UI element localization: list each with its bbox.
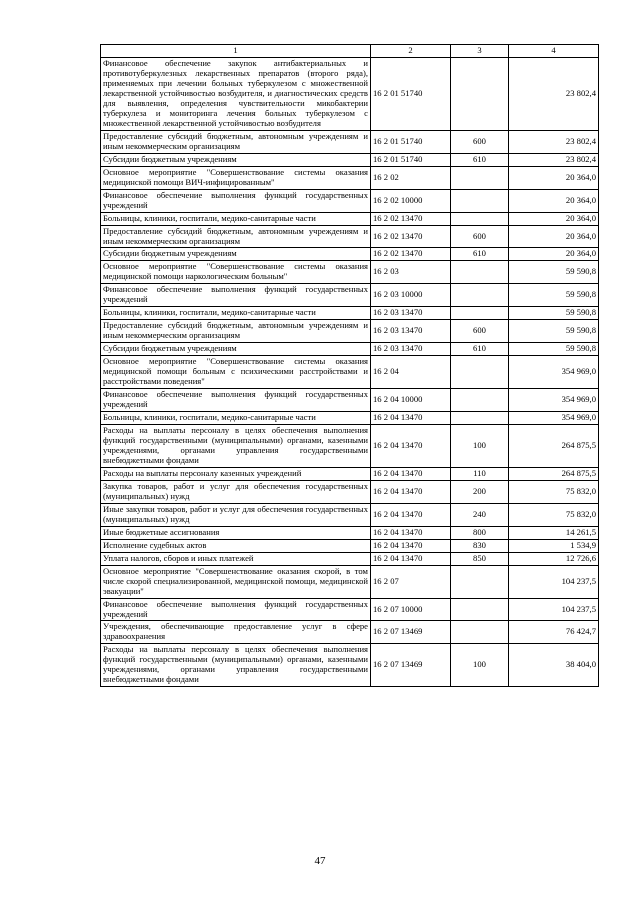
row-amount-cell: 354 969,0 [509,356,599,389]
row-code-cell: 16 2 04 13470 [371,539,451,552]
row-name-cell: Предоставление субсидий бюджетным, автономным учреждениям и иным некоммерческим организациям [101,130,371,153]
row-amount-cell: 23 802,4 [509,130,599,153]
row-amount-cell: 14 261,5 [509,526,599,539]
row-amount-cell: 20 364,0 [509,212,599,225]
table-row [101,412,599,425]
row-expense-type-cell: 610 [451,153,509,166]
row-expense-type-cell [451,189,509,212]
row-expense-type-cell: 200 [451,480,509,503]
row-amount-cell: 354 969,0 [509,412,599,425]
table-row [101,58,599,131]
row-amount-cell: 23 802,4 [509,153,599,166]
row-code-cell: 16 2 04 10000 [371,389,451,412]
row-name-cell: Уплата налогов, сборов и иных платежей [101,552,371,565]
row-amount-cell: 12 726,6 [509,552,599,565]
row-name-cell: Основное мероприятие "Совершенствование оказания скорой, в том числе скорой специализированной, медицинской помощи, медицинской эвакуации" [101,565,371,598]
row-code-cell: 16 2 07 13469 [371,644,451,687]
row-expense-type-cell [451,261,509,284]
table-row [101,356,599,389]
table-row [101,644,599,687]
row-code-cell: 16 2 07 10000 [371,598,451,621]
row-expense-type-cell: 600 [451,130,509,153]
row-code-cell: 16 2 01 51740 [371,130,451,153]
row-code-cell: 16 2 03 13470 [371,307,451,320]
table-row [101,425,599,468]
table-row [101,225,599,248]
row-amount-cell: 38 404,0 [509,644,599,687]
row-amount-cell: 104 237,5 [509,598,599,621]
row-code-cell: 16 2 03 13470 [371,343,451,356]
row-name-cell: Основное мероприятие "Совершенствование системы оказания медицинской помощи наркологическим больным" [101,261,371,284]
row-name-cell: Финансовое обеспечение выполнения функций государственных учреждений [101,389,371,412]
header-col-4: 4 [509,45,599,58]
row-expense-type-cell [451,284,509,307]
row-expense-type-cell: 100 [451,644,509,687]
row-expense-type-cell [451,212,509,225]
header-col-1: 1 [101,45,371,58]
row-amount-cell: 20 364,0 [509,248,599,261]
table-row [101,189,599,212]
table-row [101,130,599,153]
row-amount-cell: 20 364,0 [509,166,599,189]
row-code-cell: 16 2 02 13470 [371,248,451,261]
row-name-cell: Предоставление субсидий бюджетным, автономным учреждениям и иным некоммерческим организациям [101,225,371,248]
row-amount-cell: 20 364,0 [509,225,599,248]
table-row [101,621,599,644]
row-name-cell: Больницы, клиники, госпитали, медико-санитарные части [101,307,371,320]
row-amount-cell: 1 534,9 [509,539,599,552]
row-code-cell: 16 2 02 [371,166,451,189]
row-code-cell: 16 2 02 10000 [371,189,451,212]
row-amount-cell: 354 969,0 [509,389,599,412]
row-name-cell: Расходы на выплаты персоналу казенных учреждений [101,467,371,480]
table-row [101,503,599,526]
row-amount-cell: 264 875,5 [509,467,599,480]
table-row [101,248,599,261]
row-expense-type-cell: 610 [451,248,509,261]
row-code-cell: 16 2 01 51740 [371,153,451,166]
row-expense-type-cell: 830 [451,539,509,552]
row-code-cell: 16 2 03 13470 [371,320,451,343]
row-amount-cell: 75 832,0 [509,503,599,526]
row-name-cell: Иные закупки товаров, работ и услуг для обеспечения государственных (муниципальных) нужд [101,503,371,526]
row-name-cell: Субсидии бюджетным учреждениям [101,248,371,261]
row-name-cell: Исполнение судебных актов [101,539,371,552]
row-code-cell: 16 2 02 13470 [371,212,451,225]
row-amount-cell: 59 590,8 [509,261,599,284]
row-amount-cell: 59 590,8 [509,320,599,343]
row-code-cell: 16 2 04 13470 [371,552,451,565]
row-code-cell: 16 2 04 13470 [371,425,451,468]
row-name-cell: Финансовое обеспечение закупок антибактериальных и противотуберкулезных лекарственных препаратов (второго ряда), применяемых при лечении больных туберкулезом с множественной лекарственной устойчивостью возбудителя, и диагностических средств для выявления, определения чувствительности микобактерии туберкулеза и мониторинга лечения больных туберкулезом с множественной лекарственной устойчивостью возбудителя [101,58,371,131]
table-row [101,552,599,565]
row-expense-type-cell: 800 [451,526,509,539]
row-name-cell: Учреждения, обеспечивающие предоставление услуг в сфере здравоохранения [101,621,371,644]
page-number: 47 [314,855,326,867]
table-row [101,166,599,189]
row-expense-type-cell [451,166,509,189]
table-row [101,467,599,480]
row-amount-cell: 75 832,0 [509,480,599,503]
table-row [101,565,599,598]
row-name-cell: Основное мероприятие "Совершенствование системы оказания медицинской помощи больным с психическими расстройствами и расстройствами поведения" [101,356,371,389]
row-code-cell: 16 2 04 13470 [371,503,451,526]
row-code-cell: 16 2 03 10000 [371,284,451,307]
table-row [101,539,599,552]
budget-table [100,44,599,687]
row-code-cell: 16 2 03 [371,261,451,284]
row-code-cell: 16 2 04 13470 [371,480,451,503]
row-expense-type-cell: 110 [451,467,509,480]
row-name-cell: Расходы на выплаты персоналу в целях обеспечения выполнения функций государственными (муниципальными) органами, казенными учреждениями, органами управления государственными внебюджетными фондами [101,425,371,468]
row-amount-cell: 20 364,0 [509,189,599,212]
table-row [101,526,599,539]
row-expense-type-cell: 100 [451,425,509,468]
row-expense-type-cell [451,307,509,320]
row-expense-type-cell [451,412,509,425]
table-header-row [101,45,599,58]
row-expense-type-cell: 240 [451,503,509,526]
row-name-cell: Больницы, клиники, госпитали, медико-санитарные части [101,212,371,225]
row-amount-cell: 76 424,7 [509,621,599,644]
row-expense-type-cell [451,389,509,412]
table-row [101,320,599,343]
row-code-cell: 16 2 04 13470 [371,412,451,425]
row-amount-cell: 104 237,5 [509,565,599,598]
table-row [101,261,599,284]
table-row [101,307,599,320]
table-row [101,343,599,356]
row-name-cell: Больницы, клиники, госпитали, медико-санитарные части [101,412,371,425]
row-code-cell: 16 2 07 13469 [371,621,451,644]
row-expense-type-cell [451,58,509,131]
table-row [101,598,599,621]
row-amount-cell: 264 875,5 [509,425,599,468]
row-expense-type-cell: 850 [451,552,509,565]
row-expense-type-cell [451,598,509,621]
row-amount-cell: 59 590,8 [509,284,599,307]
row-code-cell: 16 2 01 51740 [371,58,451,131]
row-name-cell: Предоставление субсидий бюджетным, автономным учреждениям и иным некоммерческим организациям [101,320,371,343]
row-name-cell: Финансовое обеспечение выполнения функций государственных учреждений [101,598,371,621]
row-expense-type-cell: 610 [451,343,509,356]
row-name-cell: Субсидии бюджетным учреждениям [101,153,371,166]
row-expense-type-cell [451,621,509,644]
table-row [101,212,599,225]
row-expense-type-cell: 600 [451,225,509,248]
row-amount-cell: 23 802,4 [509,58,599,131]
row-expense-type-cell [451,565,509,598]
row-expense-type-cell: 600 [451,320,509,343]
row-name-cell: Основное мероприятие "Совершенствование системы оказания медицинской помощи ВИЧ-инфицированным" [101,166,371,189]
header-col-2: 2 [371,45,451,58]
table-row [101,153,599,166]
row-name-cell: Финансовое обеспечение выполнения функций государственных учреждений [101,284,371,307]
header-col-3: 3 [451,45,509,58]
row-name-cell: Субсидии бюджетным учреждениям [101,343,371,356]
row-name-cell: Иные бюджетные ассигнования [101,526,371,539]
row-name-cell: Расходы на выплаты персоналу в целях обеспечения выполнения функций государственными (муниципальными) органами, казенными учреждениями, органами управления государственными внебюджетными фондами [101,644,371,687]
row-name-cell: Закупка товаров, работ и услуг для обеспечения государственных (муниципальных) нужд [101,480,371,503]
row-expense-type-cell [451,356,509,389]
row-amount-cell: 59 590,8 [509,343,599,356]
row-amount-cell: 59 590,8 [509,307,599,320]
row-name-cell: Финансовое обеспечение выполнения функций государственных учреждений [101,189,371,212]
row-code-cell: 16 2 04 [371,356,451,389]
row-code-cell: 16 2 04 13470 [371,526,451,539]
table-row [101,284,599,307]
table-row [101,480,599,503]
row-code-cell: 16 2 07 [371,565,451,598]
row-code-cell: 16 2 02 13470 [371,225,451,248]
table-row [101,389,599,412]
row-code-cell: 16 2 04 13470 [371,467,451,480]
